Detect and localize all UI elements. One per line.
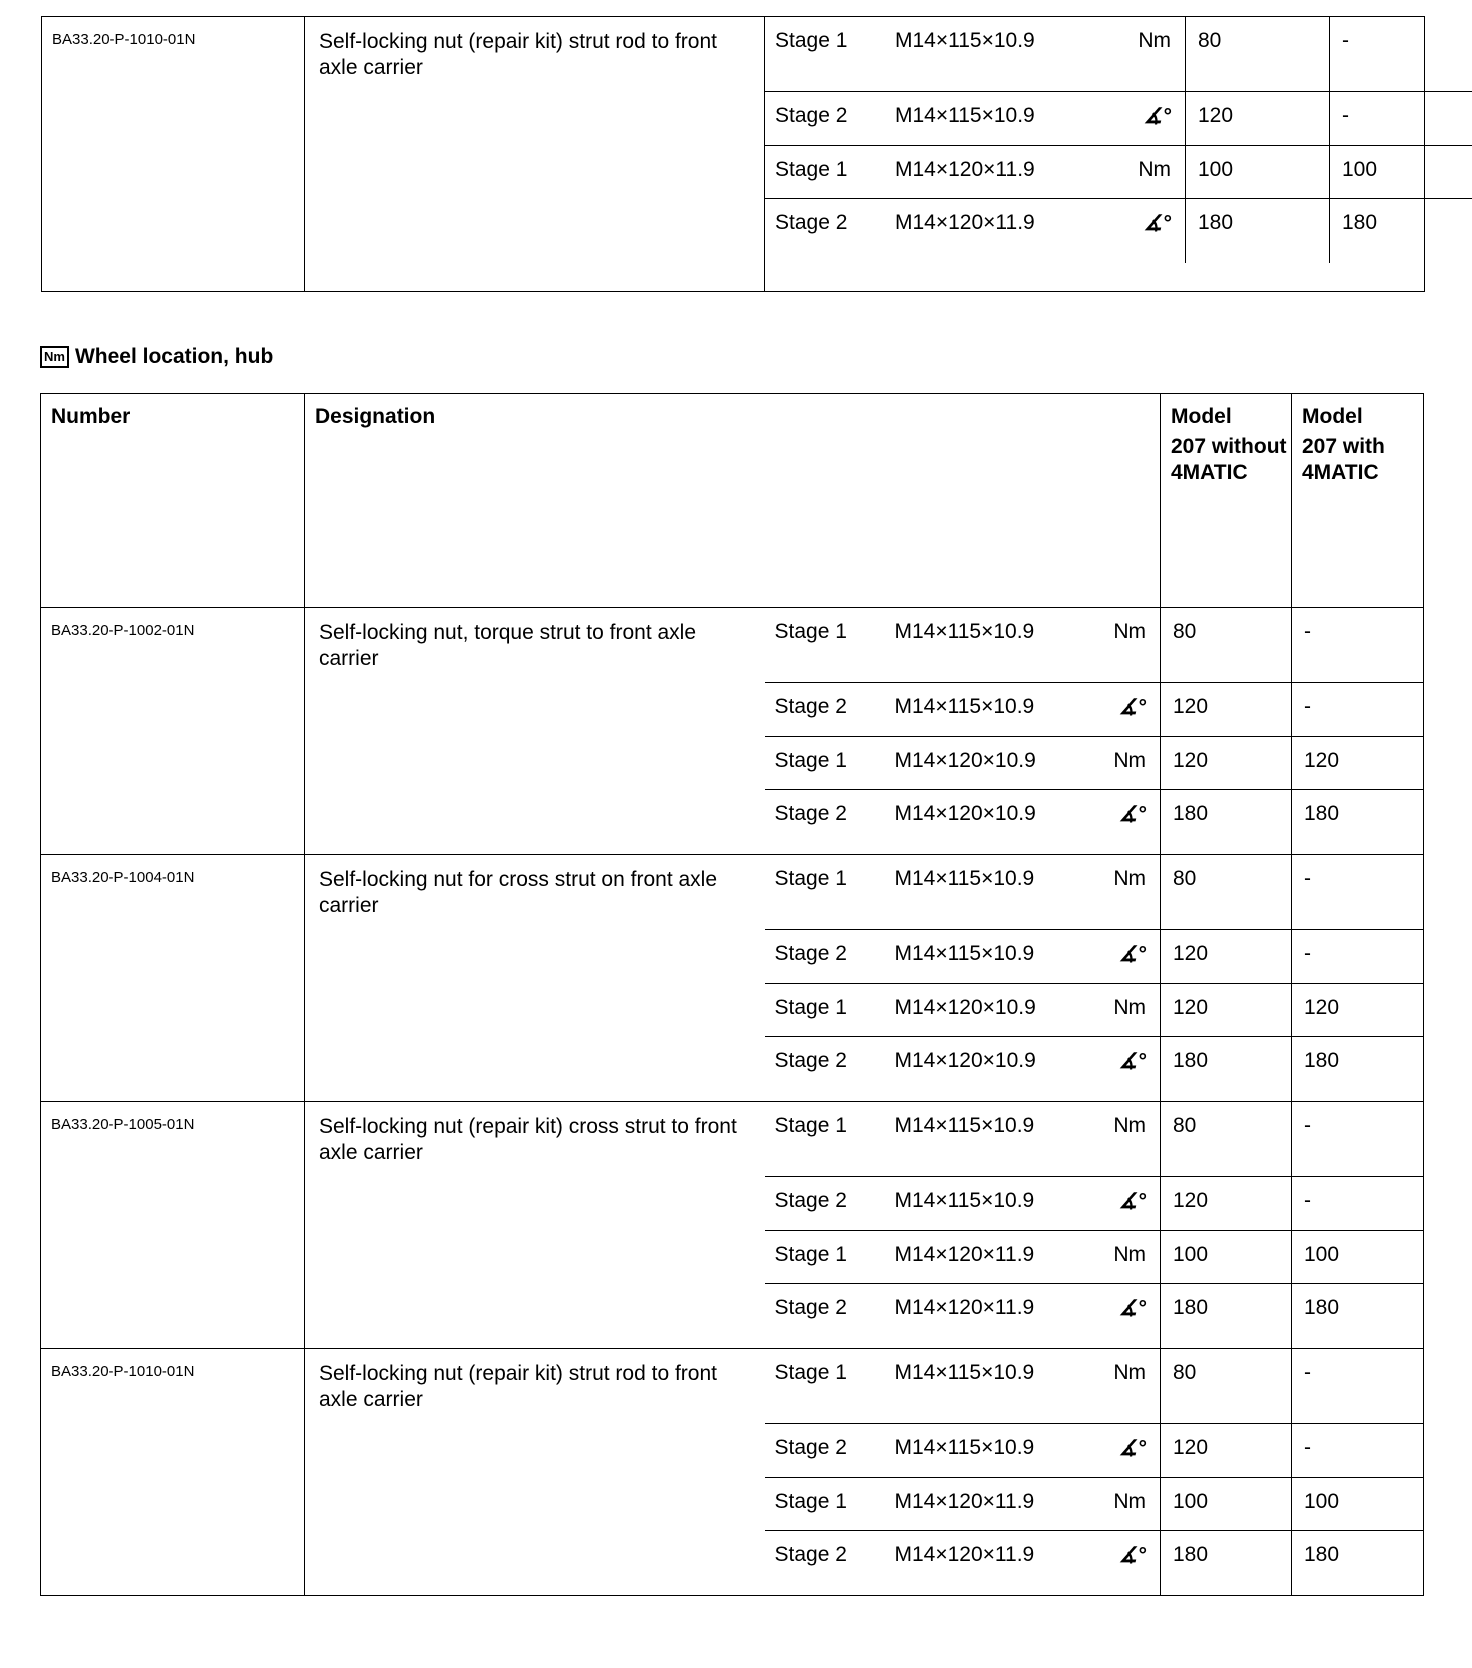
stage-label: Stage 2 — [765, 683, 895, 737]
torque-value: 180 — [1292, 1284, 1423, 1349]
bolt-spec: M14×120×11.9 — [895, 146, 1095, 199]
bolt-spec: M14×120×11.9 — [895, 1231, 1095, 1284]
stage-row — [765, 1177, 1161, 1231]
unit-nm: Nm — [1095, 1478, 1161, 1531]
unit-angle-icon: ∡° — [1095, 790, 1161, 855]
unit-nm: Nm — [1113, 867, 1146, 890]
torque-value: 180 — [1292, 1037, 1423, 1102]
stage-row — [765, 1037, 1161, 1102]
torque-value: 120 — [1161, 683, 1291, 737]
stage-row — [765, 1424, 1161, 1478]
bolt-spec: M14×120×10.9 — [895, 984, 1095, 1037]
torque-value-without-4matic: 80 — [1186, 17, 1330, 92]
part-number: BA33.20-P-1004-01N — [41, 855, 305, 1102]
bolt-spec: M14×120×11.9 — [895, 1478, 1095, 1531]
torque-value: 80 — [1173, 1361, 1197, 1384]
stage-label: Stage 1 — [775, 29, 848, 52]
stage-row — [765, 1284, 1161, 1349]
unit-angle-icon: ∡° — [1095, 199, 1186, 264]
torque-value: 180 — [1292, 1531, 1423, 1596]
stage-row — [765, 1349, 1161, 1424]
values-with-4matic — [1292, 608, 1424, 855]
stage-label: Stage 2 — [765, 1284, 895, 1349]
bolt-spec: M14×120×11.9 — [895, 1284, 1095, 1349]
torque-value-without-4matic: 120 — [1186, 92, 1330, 146]
unit-angle-icon: ∡° — [1095, 930, 1161, 984]
table-row — [42, 17, 1425, 292]
stage-row — [765, 1231, 1161, 1284]
model-variant: 207 with 4MATIC — [1302, 435, 1385, 484]
stage-label: Stage 1 — [765, 1478, 895, 1531]
unit-nm: Nm — [1095, 146, 1186, 199]
torque-value-with-4matic: 180 — [1330, 199, 1472, 264]
values-without-4matic — [1161, 1349, 1292, 1596]
values-without-4matic — [1161, 855, 1292, 1102]
stage-label: Stage 1 — [765, 737, 895, 790]
torque-value-with-4matic: - — [1330, 92, 1472, 146]
bolt-spec: M14×115×10.9 — [894, 1361, 1035, 1384]
unit-angle-icon: ∡° — [1095, 1177, 1161, 1231]
stage-row — [765, 984, 1161, 1037]
part-number: BA33.20-P-1010-01N — [41, 1349, 305, 1596]
torque-value: 100 — [1161, 1231, 1291, 1284]
torque-value: - — [1304, 867, 1311, 890]
designation: Self-locking nut, torque strut to front axle carrier — [305, 608, 765, 855]
torque-value: - — [1304, 620, 1311, 643]
table-row — [41, 1102, 1424, 1349]
unit-angle-icon: ∡° — [1095, 1284, 1161, 1349]
part-number: BA33.20-P-1010-01N — [42, 17, 305, 292]
part-number: BA33.20-P-1002-01N — [41, 608, 305, 855]
unit-angle-icon: ∡° — [1095, 683, 1161, 737]
model-label: Model — [1302, 405, 1363, 428]
stage-label: Stage 2 — [765, 1177, 895, 1231]
torque-value-with-4matic: 100 — [1330, 146, 1472, 199]
designation: Self-locking nut for cross strut on front axle carrier — [305, 855, 765, 1102]
torque-value: 120 — [1161, 930, 1291, 984]
torque-value-without-4matic: 100 — [1186, 146, 1330, 199]
values-with-4matic — [1292, 855, 1424, 1102]
unit-nm: Nm — [1113, 1361, 1146, 1384]
torque-value: 180 — [1161, 1531, 1291, 1596]
torque-value: 100 — [1292, 1231, 1423, 1284]
bolt-spec: M14×115×10.9 — [895, 1424, 1095, 1478]
torque-value: - — [1304, 1114, 1311, 1137]
designation: Self-locking nut (repair kit) strut rod to front axle carrier — [305, 1349, 765, 1596]
stage-cell — [765, 855, 1161, 1102]
stage-label: Stage 2 — [765, 1531, 895, 1596]
torque-value: - — [1292, 683, 1423, 737]
stage-row — [765, 683, 1161, 737]
stage-row — [765, 930, 1161, 984]
unit-nm: Nm — [1138, 29, 1171, 52]
unit-nm: Nm — [1095, 984, 1161, 1037]
stage-table — [765, 17, 1472, 263]
stage-label: Stage 1 — [774, 1114, 847, 1137]
stage-label: Stage 2 — [765, 1424, 895, 1478]
unit-nm: Nm — [1095, 1231, 1161, 1284]
column-header-model-with-4matic — [1292, 394, 1424, 608]
torque-value: - — [1304, 1361, 1311, 1384]
stage-row — [765, 146, 1472, 199]
designation: Self-locking nut (repair kit) strut rod to front axle carrier — [305, 17, 765, 292]
part-number: BA33.20-P-1005-01N — [41, 1102, 305, 1349]
bolt-spec: M14×115×10.9 — [894, 620, 1035, 643]
stage-row — [765, 199, 1472, 264]
column-header-number: Number — [41, 394, 305, 608]
stage-cell — [765, 1349, 1161, 1596]
bolt-spec: M14×120×10.9 — [895, 1037, 1095, 1102]
column-header-designation: Designation — [305, 394, 1161, 608]
stage-row — [765, 1102, 1161, 1177]
values-with-4matic — [1292, 1102, 1424, 1349]
torque-value: 180 — [1161, 1037, 1291, 1102]
torque-value: - — [1292, 1177, 1423, 1231]
unit-nm: Nm — [1095, 737, 1161, 790]
torque-nm-icon: Nm — [40, 346, 69, 368]
stage-cell — [765, 1102, 1161, 1349]
bolt-spec: M14×115×10.9 — [895, 92, 1095, 146]
torque-value: 120 — [1161, 1424, 1291, 1478]
column-header-model-without-4matic — [1161, 394, 1292, 608]
model-variant: 207 without 4MATIC — [1171, 435, 1287, 484]
unit-angle-icon: ∡° — [1095, 1037, 1161, 1102]
stage-label: Stage 2 — [765, 930, 895, 984]
table-header-row — [41, 394, 1424, 608]
unit-nm: Nm — [1113, 620, 1146, 643]
torque-value-with-4matic: - — [1330, 17, 1472, 92]
torque-table-continued — [41, 16, 1425, 292]
stage-row — [765, 1478, 1161, 1531]
stage-row — [765, 17, 1472, 92]
stage-cell — [765, 608, 1161, 855]
torque-value: 80 — [1173, 620, 1197, 643]
bolt-spec: M14×115×10.9 — [895, 1177, 1095, 1231]
table-row — [41, 608, 1424, 855]
torque-value: 180 — [1161, 790, 1291, 855]
bolt-spec: M14×115×10.9 — [895, 683, 1095, 737]
section-title: Wheel location, hub — [74, 345, 274, 368]
stage-label: Stage 2 — [765, 199, 895, 264]
bolt-spec: M14×120×11.9 — [895, 1531, 1095, 1596]
unit-angle-icon: ∡° — [1095, 1531, 1161, 1596]
torque-value: 120 — [1292, 737, 1423, 790]
bolt-spec: M14×115×10.9 — [894, 867, 1035, 890]
stage-label: Stage 1 — [765, 984, 895, 1037]
torque-value: 120 — [1161, 1177, 1291, 1231]
stage-label: Stage 1 — [774, 867, 847, 890]
table-row — [41, 855, 1424, 1102]
torque-value-without-4matic: 180 — [1186, 199, 1330, 264]
values-without-4matic — [1161, 608, 1292, 855]
unit-angle-icon: ∡° — [1095, 1424, 1161, 1478]
stage-cell — [765, 17, 1425, 292]
values-without-4matic — [1161, 1102, 1292, 1349]
designation: Self-locking nut (repair kit) cross strut to front axle carrier — [305, 1102, 765, 1349]
bolt-spec: M14×120×10.9 — [895, 790, 1095, 855]
torque-value: 100 — [1292, 1478, 1423, 1531]
values-with-4matic — [1292, 1349, 1424, 1596]
bolt-spec: M14×115×10.9 — [895, 29, 1035, 52]
stage-row — [765, 1531, 1161, 1596]
model-label: Model — [1171, 405, 1232, 428]
unit-angle-icon: ∡° — [1095, 92, 1186, 146]
stage-label: Stage 1 — [774, 1361, 847, 1384]
section-heading — [40, 345, 273, 369]
stage-row — [765, 92, 1472, 146]
bolt-spec: M14×120×11.9 — [895, 199, 1095, 264]
unit-nm: Nm — [1113, 1114, 1146, 1137]
torque-table — [40, 393, 1424, 1596]
stage-row — [765, 608, 1161, 683]
stage-label: Stage 2 — [765, 1037, 895, 1102]
stage-label: Stage 1 — [765, 146, 895, 199]
torque-value: 80 — [1173, 867, 1197, 890]
torque-value: 120 — [1161, 984, 1291, 1037]
torque-value: - — [1292, 930, 1423, 984]
stage-row — [765, 737, 1161, 790]
bolt-spec: M14×120×10.9 — [895, 737, 1095, 790]
bolt-spec: M14×115×10.9 — [894, 1114, 1035, 1137]
torque-value: 80 — [1173, 1114, 1197, 1137]
torque-value: 120 — [1292, 984, 1423, 1037]
torque-value: 180 — [1161, 1284, 1291, 1349]
stage-label: Stage 2 — [765, 790, 895, 855]
stage-label: Stage 1 — [774, 620, 847, 643]
stage-row — [765, 790, 1161, 855]
torque-value: 180 — [1292, 790, 1423, 855]
torque-value: 120 — [1161, 737, 1291, 790]
table-row — [41, 1349, 1424, 1596]
bolt-spec: M14×115×10.9 — [895, 930, 1095, 984]
stage-row — [765, 855, 1161, 930]
stage-label: Stage 1 — [765, 1231, 895, 1284]
stage-label: Stage 2 — [765, 92, 895, 146]
torque-value: - — [1292, 1424, 1423, 1478]
torque-value: 100 — [1161, 1478, 1291, 1531]
